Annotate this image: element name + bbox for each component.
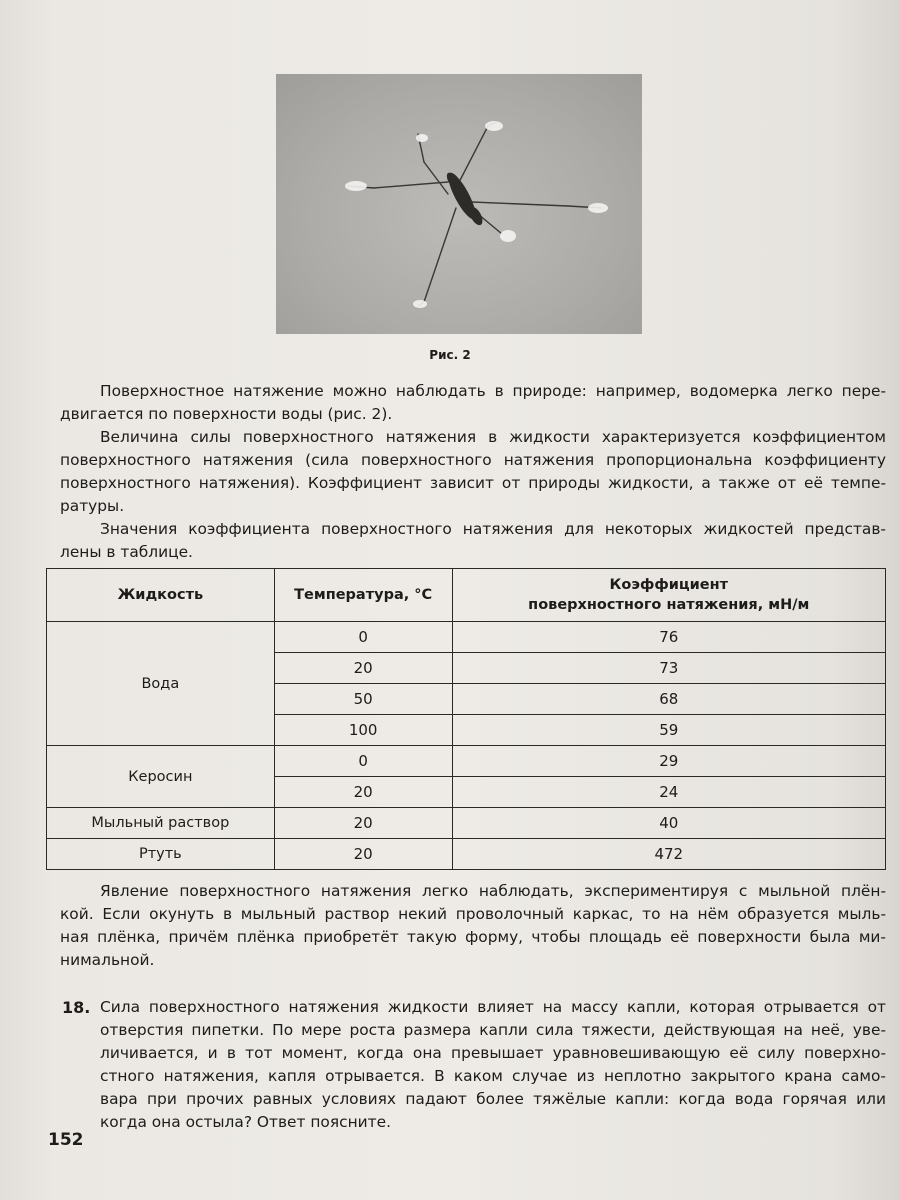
text-line: поверхностного натяжения). Коэффициент зависит от природы жидкости, а также от её темпе- <box>60 474 886 492</box>
cell-temperature: 20 <box>274 653 452 684</box>
question-text <box>100 996 886 1134</box>
text-line: Поверхностное натяжение можно наблюдать в природе: например, водомерка легко пере- <box>100 382 886 400</box>
cell-temperature: 20 <box>274 839 452 870</box>
cell-liquid: Вода <box>47 622 275 746</box>
header-temperature: Температура, °С <box>274 569 452 622</box>
cell-temperature: 0 <box>274 622 452 653</box>
paragraph-observation <box>60 380 886 426</box>
cell-coefficient: 68 <box>452 684 885 715</box>
question-number: 18. <box>62 998 91 1017</box>
cell-liquid: Мыльный раствор <box>47 808 275 839</box>
text-line: ная плёнка, причём плёнка приобретёт такую форму, чтобы площадь её поверхности была ми- <box>60 928 886 946</box>
page-number: 152 <box>48 1130 84 1150</box>
cell-coefficient: 29 <box>452 746 885 777</box>
header-coefficient <box>452 569 885 622</box>
cell-temperature: 100 <box>274 715 452 746</box>
paragraph-coefficient <box>60 426 886 518</box>
header-liquid: Жидкость <box>47 569 275 622</box>
text-line: двигается по поверхности воды (рис. 2). <box>60 405 393 423</box>
table-row <box>47 622 886 653</box>
cell-liquid: Керосин <box>47 746 275 808</box>
text-line: ратуры. <box>60 497 125 515</box>
text-line: нимальной. <box>60 951 155 969</box>
cell-coefficient: 472 <box>452 839 885 870</box>
cell-coefficient: 73 <box>452 653 885 684</box>
table-row <box>47 746 886 777</box>
cell-temperature: 20 <box>274 777 452 808</box>
text-line: вара при прочих равных условиях падают более тяжёлые капли: когда вода горячая или <box>100 1090 886 1108</box>
paragraph-soap-film <box>60 880 886 972</box>
text-line: когда она остыла? Ответ поясните. <box>100 1113 391 1131</box>
water-strider-photo <box>276 74 642 334</box>
table-row <box>47 839 886 870</box>
paragraph-table-intro <box>60 518 886 564</box>
cell-coefficient: 76 <box>452 622 885 653</box>
text-line: отверстия пипетки. По мере роста размера капли сила тяжести, действующая на неё, уве- <box>100 1021 886 1039</box>
figure-caption: Рис. 2 <box>429 348 471 362</box>
cell-coefficient: 40 <box>452 808 885 839</box>
text-line: лены в таблице. <box>60 543 193 561</box>
text-line: стного натяжения, капля отрывается. В каком случае из неплотно закрытого крана само- <box>100 1067 886 1085</box>
cell-temperature: 20 <box>274 808 452 839</box>
table-header-row <box>47 569 886 622</box>
text-line: Явление поверхностного натяжения легко наблюдать, экспериментируя с мыльной плён- <box>100 882 886 900</box>
cell-liquid: Ртуть <box>47 839 275 870</box>
cell-temperature: 0 <box>274 746 452 777</box>
cell-temperature: 50 <box>274 684 452 715</box>
text-line: поверхностного натяжения (сила поверхностного натяжения пропорциональна коэффициенту <box>60 451 886 469</box>
header-coefficient-line2: поверхностного натяжения, мН/м <box>528 597 810 613</box>
water-strider-icon <box>276 74 642 334</box>
text-line: кой. Если окунуть в мыльный раствор некий проволочный каркас, то на нём образуется мыль- <box>60 905 886 923</box>
cell-coefficient: 24 <box>452 777 885 808</box>
text-line: Сила поверхностного натяжения жидкости влияет на массу капли, которая отрывается от <box>100 998 886 1016</box>
text-line: Величина силы поверхностного натяжения в жидкости характеризуется коэффициентом <box>100 428 886 446</box>
surface-tension-table <box>46 568 886 870</box>
header-coefficient-line1: Коэффициент <box>609 577 729 593</box>
table-row <box>47 808 886 839</box>
cell-coefficient: 59 <box>452 715 885 746</box>
text-line: Значения коэффициента поверхностного натяжения для некоторых жидкостей представ- <box>100 520 886 538</box>
text-line: личивается, и в тот момент, когда она превышает уравновешивающую её силу поверхно- <box>100 1044 886 1062</box>
